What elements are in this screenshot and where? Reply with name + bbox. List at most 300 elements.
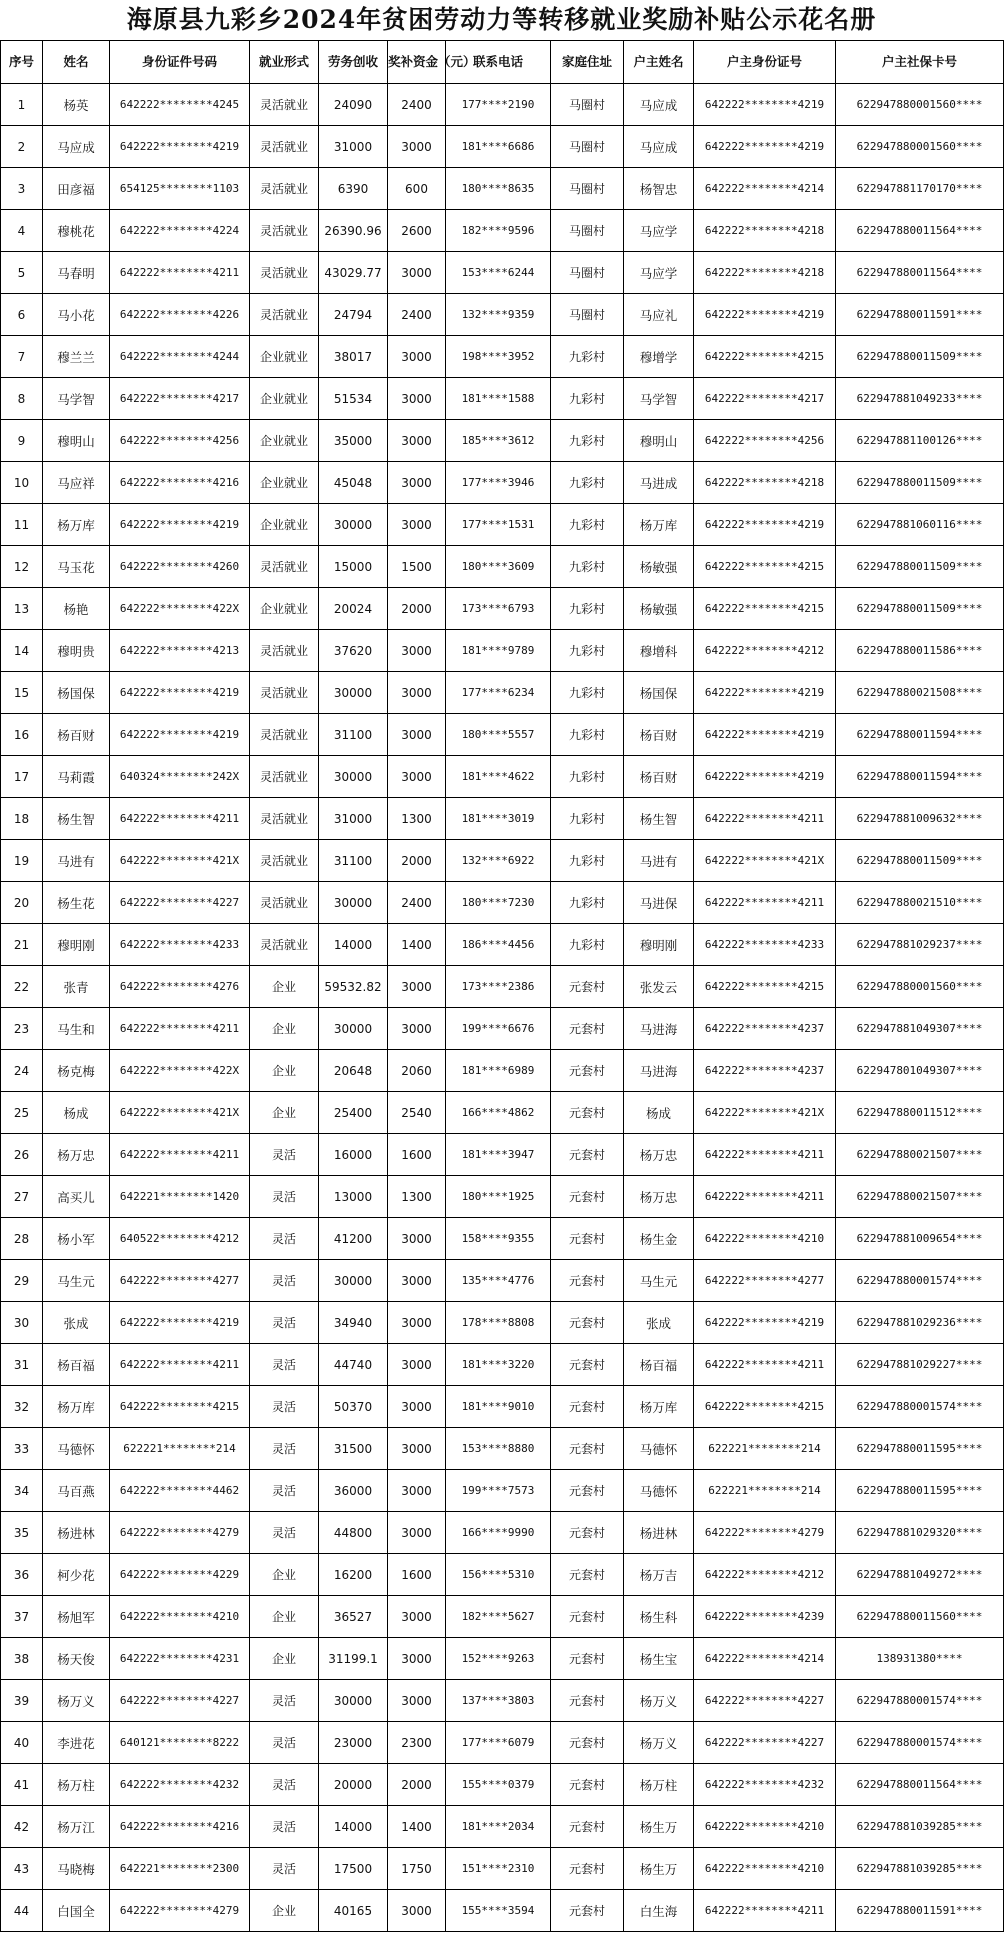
subsidy-amount-cell: 2000: [388, 588, 446, 630]
id-number-cell: 642222********4215: [110, 1386, 250, 1428]
name-cell: 马应祥: [43, 462, 110, 504]
table-row: [1, 210, 1004, 252]
phone-cell: 156****5310: [446, 1554, 551, 1596]
name-cell: 马应成: [43, 126, 110, 168]
seq-cell: 2: [1, 126, 43, 168]
householder-name-cell: 穆明刚: [624, 924, 694, 966]
employment-type-cell: 灵活: [250, 1428, 319, 1470]
table-row: [1, 798, 1004, 840]
householder-card-cell: 622947880001574****: [836, 1722, 1004, 1764]
householder-id-cell: 642222********4227: [694, 1680, 836, 1722]
householder-name-cell: 杨国保: [624, 672, 694, 714]
employment-type-cell: 企业: [250, 1008, 319, 1050]
labor-income-cell: 37620: [319, 630, 388, 672]
id-number-cell: 642222********4224: [110, 210, 250, 252]
labor-income-cell: 30000: [319, 504, 388, 546]
subsidy-amount-cell: 3000: [388, 420, 446, 462]
seq-cell: 12: [1, 546, 43, 588]
householder-name-cell: 杨敏强: [624, 546, 694, 588]
address-cell: 九彩村: [551, 840, 624, 882]
phone-cell: 182****5627: [446, 1596, 551, 1638]
id-number-cell: 642222********4219: [110, 126, 250, 168]
id-number-cell: 642222********4219: [110, 504, 250, 546]
householder-card-cell: 622947880011586****: [836, 630, 1004, 672]
name-cell: 穆明刚: [43, 924, 110, 966]
table-row: [1, 1218, 1004, 1260]
subsidy-amount-cell: 3000: [388, 462, 446, 504]
name-cell: 柯少花: [43, 1554, 110, 1596]
seq-cell: 34: [1, 1470, 43, 1512]
id-number-cell: 642222********4210: [110, 1596, 250, 1638]
householder-id-cell: 642222********4237: [694, 1008, 836, 1050]
employment-type-cell: 企业就业: [250, 588, 319, 630]
subsidy-amount-cell: 1300: [388, 1176, 446, 1218]
id-number-cell: 640121********8222: [110, 1722, 250, 1764]
name-cell: 马莉霞: [43, 756, 110, 798]
name-cell: 马学智: [43, 378, 110, 420]
address-cell: 九彩村: [551, 756, 624, 798]
header-name: 姓名: [43, 41, 110, 84]
employment-type-cell: 企业就业: [250, 504, 319, 546]
householder-card-cell: 622947880011595****: [836, 1428, 1004, 1470]
address-cell: 九彩村: [551, 504, 624, 546]
seq-cell: 37: [1, 1596, 43, 1638]
phone-cell: 181****3220: [446, 1344, 551, 1386]
table-row: [1, 1050, 1004, 1092]
subsidy-amount-cell: 2600: [388, 210, 446, 252]
householder-card-cell: 622947881009632****: [836, 798, 1004, 840]
labor-income-cell: 45048: [319, 462, 388, 504]
name-cell: 杨天俊: [43, 1638, 110, 1680]
address-cell: 元套村: [551, 1428, 624, 1470]
labor-income-cell: 24090: [319, 84, 388, 126]
employment-type-cell: 灵活就业: [250, 84, 319, 126]
table-row: [1, 1638, 1004, 1680]
phone-cell: 180****7230: [446, 882, 551, 924]
employment-type-cell: 灵活: [250, 1386, 319, 1428]
employment-type-cell: 灵活就业: [250, 630, 319, 672]
householder-name-cell: 白生海: [624, 1890, 694, 1932]
name-cell: 杨万库: [43, 1386, 110, 1428]
employment-type-cell: 灵活就业: [250, 126, 319, 168]
id-number-cell: 642222********4216: [110, 462, 250, 504]
labor-income-cell: 35000: [319, 420, 388, 462]
householder-id-cell: 642222********4219: [694, 294, 836, 336]
phone-cell: 178****8808: [446, 1302, 551, 1344]
subsidy-amount-cell: 2400: [388, 84, 446, 126]
name-cell: 马进有: [43, 840, 110, 882]
seq-cell: 41: [1, 1764, 43, 1806]
id-number-cell: 642221********2300: [110, 1848, 250, 1890]
householder-id-cell: 642222********4279: [694, 1512, 836, 1554]
phone-cell: 177****6079: [446, 1722, 551, 1764]
address-cell: 元套村: [551, 1050, 624, 1092]
labor-income-cell: 31100: [319, 714, 388, 756]
householder-card-cell: 622947880011509****: [836, 462, 1004, 504]
table-row: [1, 1890, 1004, 1932]
phone-cell: 181****3019: [446, 798, 551, 840]
phone-cell: 180****8635: [446, 168, 551, 210]
householder-id-cell: 642222********4215: [694, 546, 836, 588]
householder-name-cell: 穆明山: [624, 420, 694, 462]
address-cell: 九彩村: [551, 462, 624, 504]
householder-name-cell: 杨万忠: [624, 1176, 694, 1218]
seq-cell: 27: [1, 1176, 43, 1218]
table-row: [1, 252, 1004, 294]
householder-id-cell: 642222********4215: [694, 966, 836, 1008]
householder-card-cell: 622947881029236****: [836, 1302, 1004, 1344]
householder-name-cell: 马进成: [624, 462, 694, 504]
labor-income-cell: 20648: [319, 1050, 388, 1092]
householder-id-cell: 642222********4239: [694, 1596, 836, 1638]
id-number-cell: 642222********4219: [110, 714, 250, 756]
phone-cell: 158****9355: [446, 1218, 551, 1260]
id-number-cell: 642222********4279: [110, 1512, 250, 1554]
seq-cell: 42: [1, 1806, 43, 1848]
subsidy-amount-cell: 600: [388, 168, 446, 210]
subsidy-amount-cell: 3000: [388, 1470, 446, 1512]
labor-income-cell: 31500: [319, 1428, 388, 1470]
id-number-cell: 642222********4232: [110, 1764, 250, 1806]
phone-cell: 155****3594: [446, 1890, 551, 1932]
labor-income-cell: 25400: [319, 1092, 388, 1134]
householder-card-cell: 622947880011564****: [836, 1764, 1004, 1806]
address-cell: 九彩村: [551, 378, 624, 420]
table-row: [1, 1302, 1004, 1344]
householder-card-cell: 622947880021507****: [836, 1134, 1004, 1176]
seq-cell: 39: [1, 1680, 43, 1722]
table-row: [1, 630, 1004, 672]
name-cell: 马德怀: [43, 1428, 110, 1470]
table-row: [1, 462, 1004, 504]
householder-id-cell: 642222********4214: [694, 1638, 836, 1680]
address-cell: 九彩村: [551, 798, 624, 840]
labor-income-cell: 20024: [319, 588, 388, 630]
householder-card-cell: 622947881009654****: [836, 1218, 1004, 1260]
employment-type-cell: 灵活就业: [250, 294, 319, 336]
name-cell: 马春明: [43, 252, 110, 294]
employment-type-cell: 灵活就业: [250, 672, 319, 714]
address-cell: 九彩村: [551, 336, 624, 378]
seq-cell: 28: [1, 1218, 43, 1260]
householder-card-cell: 622947880021507****: [836, 1176, 1004, 1218]
id-number-cell: 622221********214: [110, 1428, 250, 1470]
phone-cell: 180****1925: [446, 1176, 551, 1218]
table-row: [1, 1554, 1004, 1596]
name-cell: 张成: [43, 1302, 110, 1344]
labor-income-cell: 14000: [319, 1806, 388, 1848]
seq-cell: 18: [1, 798, 43, 840]
subsidy-amount-cell: 2400: [388, 294, 446, 336]
householder-card-cell: 622947881039285****: [836, 1848, 1004, 1890]
subsidy-amount-cell: 3000: [388, 1680, 446, 1722]
id-number-cell: 642222********4279: [110, 1890, 250, 1932]
header-seq: 序号: [1, 41, 43, 84]
householder-card-cell: 622947881029237****: [836, 924, 1004, 966]
employment-type-cell: 灵活: [250, 1470, 319, 1512]
employment-type-cell: 灵活就业: [250, 840, 319, 882]
labor-income-cell: 31000: [319, 126, 388, 168]
householder-id-cell: 642222********4232: [694, 1764, 836, 1806]
header-subsidy-amount: 奖补资金（元）: [388, 41, 446, 84]
householder-card-cell: 622947881100126****: [836, 420, 1004, 462]
employment-type-cell: 灵活: [250, 1848, 319, 1890]
name-cell: 杨进林: [43, 1512, 110, 1554]
name-cell: 杨万忠: [43, 1134, 110, 1176]
householder-name-cell: 杨生金: [624, 1218, 694, 1260]
employment-type-cell: 灵活: [250, 1344, 319, 1386]
phone-cell: 173****6793: [446, 588, 551, 630]
table-row: [1, 504, 1004, 546]
id-number-cell: 642222********422X: [110, 588, 250, 630]
phone-cell: 181****1588: [446, 378, 551, 420]
householder-name-cell: 杨生宝: [624, 1638, 694, 1680]
householder-card-cell: 622947880021510****: [836, 882, 1004, 924]
householder-id-cell: 642222********4219: [694, 672, 836, 714]
name-cell: 张青: [43, 966, 110, 1008]
householder-card-cell: 622947880011509****: [836, 588, 1004, 630]
householder-id-cell: 642222********4211: [694, 1176, 836, 1218]
id-number-cell: 642222********4211: [110, 252, 250, 294]
employment-type-cell: 灵活就业: [250, 798, 319, 840]
householder-name-cell: 马应成: [624, 84, 694, 126]
householder-card-cell: 622947880011591****: [836, 294, 1004, 336]
householder-id-cell: 642222********4219: [694, 756, 836, 798]
name-cell: 穆兰兰: [43, 336, 110, 378]
id-number-cell: 642222********4213: [110, 630, 250, 672]
address-cell: 元套村: [551, 1554, 624, 1596]
address-cell: 元套村: [551, 1890, 624, 1932]
address-cell: 马圈村: [551, 126, 624, 168]
employment-type-cell: 企业: [250, 966, 319, 1008]
table-row: [1, 588, 1004, 630]
labor-income-cell: 38017: [319, 336, 388, 378]
phone-cell: 198****3952: [446, 336, 551, 378]
seq-cell: 31: [1, 1344, 43, 1386]
name-cell: 马百燕: [43, 1470, 110, 1512]
name-cell: 杨小军: [43, 1218, 110, 1260]
subsidy-amount-cell: 3000: [388, 714, 446, 756]
householder-id-cell: 642222********4212: [694, 630, 836, 672]
householder-card-cell: 622947880011594****: [836, 756, 1004, 798]
subsidy-amount-cell: 1500: [388, 546, 446, 588]
name-cell: 高买儿: [43, 1176, 110, 1218]
id-number-cell: 642222********4216: [110, 1806, 250, 1848]
id-number-cell: 642222********4211: [110, 798, 250, 840]
seq-cell: 4: [1, 210, 43, 252]
householder-card-cell: 622947880001560****: [836, 966, 1004, 1008]
householder-id-cell: 642222********4212: [694, 1554, 836, 1596]
subsidy-amount-cell: 1600: [388, 1554, 446, 1596]
phone-cell: 177****3946: [446, 462, 551, 504]
address-cell: 元套村: [551, 1218, 624, 1260]
seq-cell: 3: [1, 168, 43, 210]
id-number-cell: 642222********4227: [110, 1680, 250, 1722]
seq-cell: 36: [1, 1554, 43, 1596]
seq-cell: 43: [1, 1848, 43, 1890]
householder-id-cell: 642222********4219: [694, 504, 836, 546]
table-row: [1, 336, 1004, 378]
seq-cell: 16: [1, 714, 43, 756]
householder-name-cell: 杨成: [624, 1092, 694, 1134]
id-number-cell: 642222********4219: [110, 1302, 250, 1344]
phone-cell: 153****8880: [446, 1428, 551, 1470]
phone-cell: 155****0379: [446, 1764, 551, 1806]
subsidy-amount-cell: 3000: [388, 672, 446, 714]
phone-cell: 181****9010: [446, 1386, 551, 1428]
phone-cell: 132****6922: [446, 840, 551, 882]
employment-type-cell: 灵活: [250, 1722, 319, 1764]
employment-type-cell: 灵活: [250, 1764, 319, 1806]
subsidy-amount-cell: 3000: [388, 1638, 446, 1680]
table-row: [1, 840, 1004, 882]
phone-cell: 181****6686: [446, 126, 551, 168]
householder-id-cell: 642222********4217: [694, 378, 836, 420]
householder-id-cell: 642222********4210: [694, 1848, 836, 1890]
phone-cell: 181****6989: [446, 1050, 551, 1092]
employment-type-cell: 灵活就业: [250, 252, 319, 294]
householder-name-cell: 马德怀: [624, 1470, 694, 1512]
seq-cell: 21: [1, 924, 43, 966]
householder-id-cell: 642222********4210: [694, 1218, 836, 1260]
id-number-cell: 642222********4231: [110, 1638, 250, 1680]
householder-card-cell: 622947881060116****: [836, 504, 1004, 546]
id-number-cell: 642222********4276: [110, 966, 250, 1008]
employment-type-cell: 灵活: [250, 1134, 319, 1176]
seq-cell: 10: [1, 462, 43, 504]
name-cell: 马晓梅: [43, 1848, 110, 1890]
seq-cell: 35: [1, 1512, 43, 1554]
householder-id-cell: 642222********4219: [694, 84, 836, 126]
subsidy-amount-cell: 3000: [388, 1512, 446, 1554]
householder-name-cell: 穆增学: [624, 336, 694, 378]
subsidy-amount-cell: 2060: [388, 1050, 446, 1092]
householder-card-cell: 622947881029227****: [836, 1344, 1004, 1386]
householder-card-cell: 622947880001574****: [836, 1386, 1004, 1428]
table-row: [1, 168, 1004, 210]
labor-income-cell: 20000: [319, 1764, 388, 1806]
householder-id-cell: 622221********214: [694, 1428, 836, 1470]
id-number-cell: 640522********4212: [110, 1218, 250, 1260]
phone-cell: 151****2310: [446, 1848, 551, 1890]
householder-card-cell: 622947881170170****: [836, 168, 1004, 210]
householder-card-cell: 622947880011509****: [836, 336, 1004, 378]
labor-income-cell: 30000: [319, 1680, 388, 1722]
subsidy-amount-cell: 3000: [388, 1890, 446, 1932]
householder-name-cell: 杨万柱: [624, 1764, 694, 1806]
name-cell: 穆明山: [43, 420, 110, 462]
householder-id-cell: 622221********214: [694, 1470, 836, 1512]
table-row: [1, 1806, 1004, 1848]
subsidy-amount-cell: 3000: [388, 1260, 446, 1302]
header-householder-name: 户主姓名: [624, 41, 694, 84]
householder-card-cell: 622947880011595****: [836, 1470, 1004, 1512]
table-row: [1, 1386, 1004, 1428]
subsidy-amount-cell: 3000: [388, 1428, 446, 1470]
name-cell: 马生和: [43, 1008, 110, 1050]
phone-cell: 180****5557: [446, 714, 551, 756]
id-number-cell: 654125********1103: [110, 168, 250, 210]
address-cell: 元套村: [551, 1680, 624, 1722]
householder-id-cell: 642222********4211: [694, 882, 836, 924]
address-cell: 马圈村: [551, 210, 624, 252]
phone-cell: 199****7573: [446, 1470, 551, 1512]
subsidy-amount-cell: 3000: [388, 1386, 446, 1428]
phone-cell: 180****3609: [446, 546, 551, 588]
address-cell: 元套村: [551, 1302, 624, 1344]
householder-name-cell: 马进有: [624, 840, 694, 882]
labor-income-cell: 43029.77: [319, 252, 388, 294]
seq-cell: 14: [1, 630, 43, 672]
subsidy-amount-cell: 3000: [388, 1344, 446, 1386]
address-cell: 元套村: [551, 1344, 624, 1386]
labor-income-cell: 17500: [319, 1848, 388, 1890]
seq-cell: 8: [1, 378, 43, 420]
id-number-cell: 642221********1420: [110, 1176, 250, 1218]
name-cell: 杨百福: [43, 1344, 110, 1386]
phone-cell: 132****9359: [446, 294, 551, 336]
employment-type-cell: 灵活就业: [250, 882, 319, 924]
labor-income-cell: 31100: [319, 840, 388, 882]
labor-income-cell: 24794: [319, 294, 388, 336]
phone-cell: 181****4622: [446, 756, 551, 798]
householder-id-cell: 642222********4227: [694, 1722, 836, 1764]
id-number-cell: 642222********421X: [110, 840, 250, 882]
id-number-cell: 642222********4211: [110, 1344, 250, 1386]
householder-id-cell: 642222********4218: [694, 462, 836, 504]
employment-type-cell: 企业: [250, 1554, 319, 1596]
phone-cell: 153****6244: [446, 252, 551, 294]
employment-type-cell: 企业就业: [250, 420, 319, 462]
householder-id-cell: 642222********4215: [694, 1386, 836, 1428]
householder-card-cell: 622947880011594****: [836, 714, 1004, 756]
labor-income-cell: 15000: [319, 546, 388, 588]
householder-card-cell: 622947880021508****: [836, 672, 1004, 714]
householder-name-cell: 穆增科: [624, 630, 694, 672]
householder-name-cell: 马生元: [624, 1260, 694, 1302]
phone-cell: 181****3947: [446, 1134, 551, 1176]
phone-cell: 181****9789: [446, 630, 551, 672]
address-cell: 元套村: [551, 1092, 624, 1134]
householder-id-cell: 642222********421X: [694, 1092, 836, 1134]
householder-name-cell: 杨生科: [624, 1596, 694, 1638]
id-number-cell: 642222********421X: [110, 1092, 250, 1134]
labor-income-cell: 51534: [319, 378, 388, 420]
subsidy-amount-cell: 1300: [388, 798, 446, 840]
table-row: [1, 1764, 1004, 1806]
address-cell: 元套村: [551, 1134, 624, 1176]
householder-name-cell: 杨万库: [624, 504, 694, 546]
name-cell: 杨万江: [43, 1806, 110, 1848]
seq-cell: 20: [1, 882, 43, 924]
page-title: 海原县九彩乡2024年贫困劳动力等转移就业奖励补贴公示花名册: [126, 5, 877, 34]
id-number-cell: 640324********242X: [110, 756, 250, 798]
subsidy-amount-cell: 2400: [388, 882, 446, 924]
householder-id-cell: 642222********4277: [694, 1260, 836, 1302]
householder-card-cell: 622947881049307****: [836, 1008, 1004, 1050]
table-row: [1, 294, 1004, 336]
table-row: [1, 1596, 1004, 1638]
labor-income-cell: 31199.1: [319, 1638, 388, 1680]
householder-card-cell: 622947880001574****: [836, 1260, 1004, 1302]
householder-name-cell: 马进保: [624, 882, 694, 924]
id-number-cell: 642222********4260: [110, 546, 250, 588]
subsidy-amount-cell: 3000: [388, 336, 446, 378]
name-cell: 杨克梅: [43, 1050, 110, 1092]
subsidy-amount-cell: 2000: [388, 840, 446, 882]
name-cell: 杨英: [43, 84, 110, 126]
labor-income-cell: 44800: [319, 1512, 388, 1554]
